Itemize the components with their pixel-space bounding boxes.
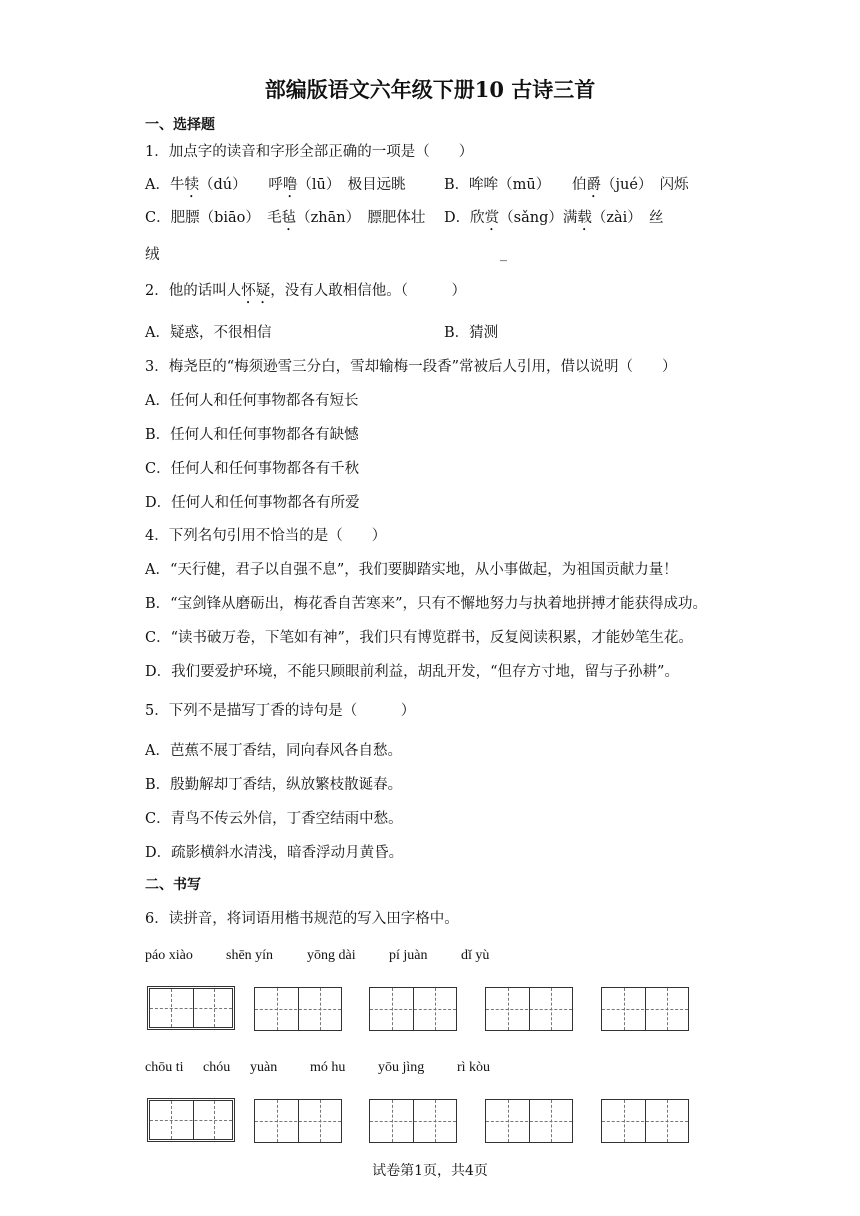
question-5-option-c: C．青鸟不传云外信，丁香空结雨中愁。 <box>145 811 403 827</box>
question-2-stem: 2．他的话叫人怀疑，没有人敢相信他。（ ） <box>145 283 466 299</box>
question-5-option-a: A．芭蕉不展丁香结，同向春风各自愁。 <box>145 743 402 759</box>
pinyin-mohu: mó hu <box>310 1060 346 1075</box>
question-3-option-d: D．任何人和任何事物都各有所爱 <box>145 495 360 511</box>
question-4-option-b: B．“宝剑锋从磨砺出，梅花香自苦寒来”，只有不懈地努力与执着地拼搏才能获得成功。 <box>145 596 707 612</box>
question-5-stem: 5．下列不是描写丁香的诗句是（ ） <box>145 703 416 719</box>
pinyin-pijuan: pí juàn <box>389 948 428 963</box>
page-footer: 试卷第1页，共4页 <box>372 1163 488 1179</box>
question-4-stem: 4．下列名句引用不恰当的是（ ） <box>145 528 387 544</box>
pinyin-chou: chóu <box>203 1060 231 1075</box>
writing-grid[interactable] <box>369 987 457 1031</box>
writing-grid[interactable] <box>147 1098 235 1142</box>
question-1-option-a: A．牛犊（dú） 呼噜（lū） 极目远眺 <box>145 177 406 193</box>
writing-grid[interactable] <box>601 1099 689 1143</box>
question-3-option-c: C．任何人和任何事物都各有千秋 <box>145 461 360 477</box>
question-4-option-c: C．“读书破万卷，下笔如有神”，我们只有博览群书，反复阅读积累，才能妙笔生花。 <box>145 630 693 646</box>
question-5-option-b: B．殷勤解却丁香结，纵放繁枝散诞春。 <box>145 777 403 793</box>
question-3-option-b: B．任何人和任何事物都各有缺憾 <box>145 427 359 443</box>
question-1-option-b: B．哞哞（mū） 伯爵（jué） 闪烁 <box>444 177 689 193</box>
writing-grid[interactable] <box>254 987 342 1031</box>
writing-grid[interactable] <box>601 987 689 1031</box>
question-3-stem: 3．梅尧臣的“梅须逊雪三分白，雪却输梅一段香”常被后人引用，借以说明（ ） <box>145 359 677 375</box>
pinyin-youjing: yōu jìng <box>378 1060 425 1075</box>
writing-grid[interactable] <box>369 1099 457 1143</box>
pinyin-paoxiao: páo xiào <box>145 948 193 963</box>
question-4-option-d: D．我们要爱护环境，不能只顾眼前利益，胡乱开发，“但存方寸地，留与子孙耕”。 <box>145 664 679 680</box>
pinyin-yuan: yuàn <box>250 1060 278 1075</box>
page-title: 部编版语文六年级下册10 古诗三首 <box>264 77 596 102</box>
question-3-option-a: A．任何人和任何事物都各有短长 <box>145 393 359 409</box>
writing-grid[interactable] <box>485 1099 573 1143</box>
question-1-stem: 1．加点字的读音和字形全部正确的一项是（ ） <box>145 144 474 160</box>
question-2-option-a: A．疑惑，不很相信 <box>145 325 272 341</box>
pinyin-diyu: dǐ yù <box>461 948 490 963</box>
pinyin-yongdai: yōng dài <box>307 948 356 963</box>
pinyin-chouti: chōu ti <box>145 1060 184 1075</box>
writing-grid[interactable] <box>254 1099 342 1143</box>
question-1-option-d: D．欣赏（sǎng）满载（zài） 丝 <box>444 210 664 226</box>
question-1-option-c: C．肥膘（biāo） 毛毡（zhān） 膘肥体壮 <box>145 210 426 226</box>
writing-grid[interactable] <box>147 986 235 1030</box>
section-heading-writing: 二、书写 <box>145 877 201 893</box>
question-2-option-b: B．猜测 <box>444 325 499 341</box>
question-6-stem: 6．读拼音，将词语用楷书规范的写入田字格中。 <box>145 911 459 927</box>
pinyin-rikou: rì kòu <box>457 1060 491 1075</box>
answer-blank-mark: _ <box>500 246 507 262</box>
pinyin-shenyin: shēn yín <box>226 948 274 963</box>
writing-grid[interactable] <box>485 987 573 1031</box>
question-5-option-d: D．疏影横斜水清浅，暗香浮动月黄昏。 <box>145 845 404 861</box>
section-heading-choice: 一、选择题 <box>145 117 215 133</box>
question-4-option-a: A．“天行健，君子以自强不息”，我们要脚踏实地，从小事做起，为祖国贡献力量！ <box>145 562 678 578</box>
question-1-option-d-continued: 绒 <box>145 247 160 263</box>
